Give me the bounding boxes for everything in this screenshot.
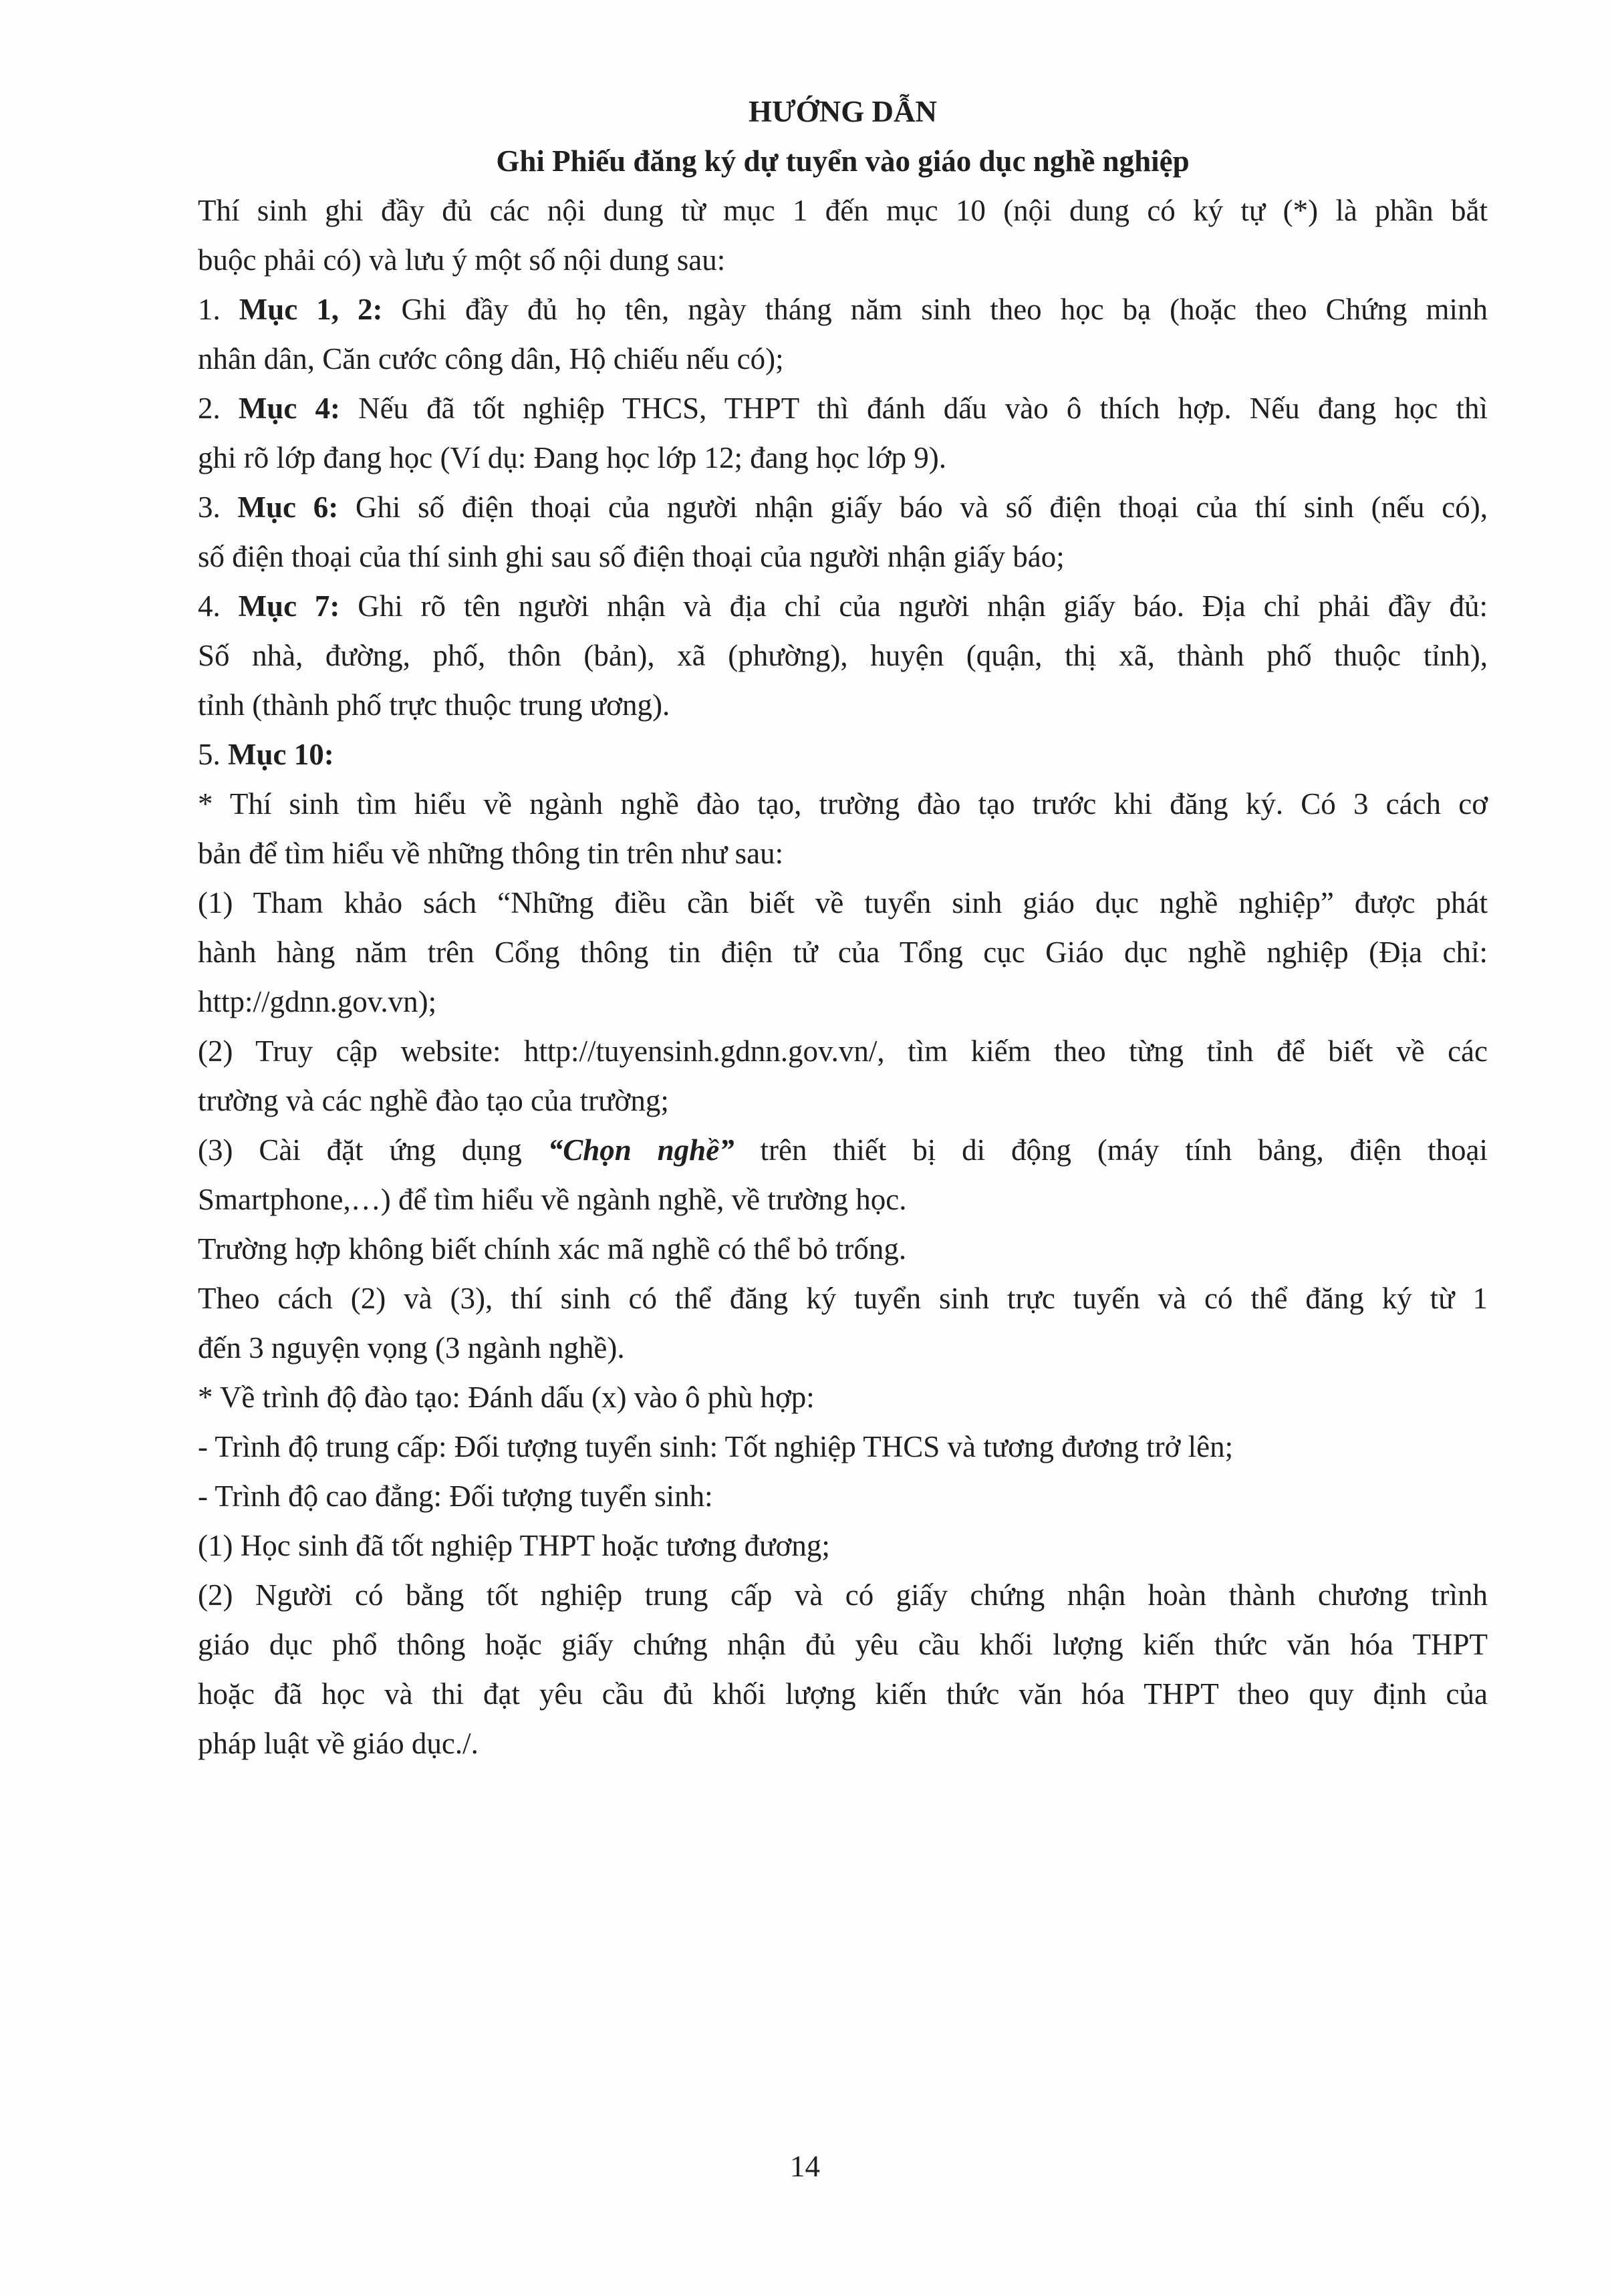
text-line: (1) Tham khảo sách “Những điều cần biết về tuyển sinh giáo dục nghề nghiệp” được phát: [198, 886, 1488, 919]
text-line: trường và các nghề đào tạo của trường;: [198, 1084, 669, 1117]
text-line: Smartphone,…) để tìm hiểu về ngành nghề, về trường học.: [198, 1183, 907, 1216]
text-line-item-5: [198, 730, 1488, 779]
item-number: 1.: [198, 293, 239, 326]
text-line-item-2: [198, 384, 1488, 433]
text-line: hoặc đã học và thi đạt yêu cầu đủ khối lượng kiến thức văn hóa THPT theo quy định của: [198, 1677, 1488, 1711]
document-body: [198, 87, 1488, 1768]
text-line: đến 3 nguyện vọng (3 ngành nghề).: [198, 1331, 625, 1365]
text-line: nhân dân, Căn cước công dân, Hộ chiếu nếu có);: [198, 342, 784, 376]
text-line: Thí sinh ghi đầy đủ các nội dung từ mục 1 đến mục 10 (nội dung có ký tự (*) là phần bắt: [198, 194, 1488, 227]
text-line-app: [198, 1125, 1488, 1175]
item-label: Mục 6:: [237, 490, 339, 524]
text-line: hành hàng năm trên Cổng thông tin điện tử của Tổng cục Giáo dục nghề nghiệp (Địa chỉ:: [198, 936, 1488, 969]
text-line: (1) Học sinh đã tốt nghiệp THPT hoặc tương đương;: [198, 1529, 830, 1562]
text-line: - Trình độ cao đẳng: Đối tượng tuyển sinh:: [198, 1479, 713, 1513]
text-line: giáo dục phổ thông hoặc giấy chứng nhận đủ yêu cầu khối lượng kiến thức văn hóa THPT: [198, 1628, 1488, 1661]
item-label: Mục 4:: [238, 392, 340, 425]
item-number: 3.: [198, 490, 238, 524]
item-text: Ghi đầy đủ họ tên, ngày tháng năm sinh theo học bạ (hoặc theo Chứng minh: [382, 293, 1488, 326]
item-label: Mục 1, 2:: [239, 293, 383, 326]
text-line: (2) Truy cập website: http://tuyensinh.gdnn.gov.vn/, tìm kiếm theo từng tỉnh để biết về các: [198, 1034, 1488, 1068]
item-label: Mục 10:: [228, 738, 334, 771]
document-title: HƯỚNG DẪN: [748, 95, 938, 128]
text-line: tỉnh (thành phố trực thuộc trung ương).: [198, 688, 670, 722]
text-line: bản để tìm hiểu về những thông tin trên như sau:: [198, 837, 784, 870]
text-line: http://gdnn.gov.vn);: [198, 985, 437, 1018]
item-number: 4.: [198, 589, 239, 623]
item-text: Nếu đã tốt nghiệp THCS, THPT thì đánh dấu vào ô thích hợp. Nếu đang học thì: [340, 392, 1488, 425]
text-line: buộc phải có) và lưu ý một số nội dung sau:: [198, 243, 726, 277]
page-number: 14: [790, 2150, 820, 2183]
text-line: - Trình độ trung cấp: Đối tượng tuyển sinh: Tốt nghiệp THCS và tương đương trở lên;: [198, 1430, 1234, 1463]
app-line-suffix: trên thiết bị di động (máy tính bảng, điện thoại: [734, 1133, 1488, 1167]
text-line: Theo cách (2) và (3), thí sinh có thể đăng ký tuyển sinh trực tuyến và có thể đăng ký từ 1: [198, 1282, 1488, 1315]
text-line: Trường hợp không biết chính xác mã nghề có thể bỏ trống.: [198, 1232, 907, 1266]
app-line-prefix: (3) Cài đặt ứng dụng: [198, 1133, 548, 1167]
text-line: (2) Người có bằng tốt nghiệp trung cấp và có giấy chứng nhận hoàn thành chương trình: [198, 1578, 1488, 1612]
item-number: 5.: [198, 738, 228, 771]
text-line: * Thí sinh tìm hiểu về ngành nghề đào tạo, trường đào tạo trước khi đăng ký. Có 3 cách cơ: [198, 787, 1488, 821]
item-text: Ghi số điện thoại của người nhận giấy báo và số điện thoại của thí sinh (nếu có),: [338, 490, 1488, 524]
text-line: * Về trình độ đào tạo: Đánh dấu (x) vào ô phù hợp:: [198, 1381, 815, 1414]
item-text: Ghi rõ tên người nhận và địa chỉ của người nhận giấy báo. Địa chỉ phải đầy đủ:: [340, 589, 1488, 623]
text-line-item-1: [198, 285, 1488, 334]
text-line-item-3: [198, 482, 1488, 532]
text-line: ghi rõ lớp đang học (Ví dụ: Đang học lớp 12; đang học lớp 9).: [198, 441, 946, 474]
item-number: 2.: [198, 392, 239, 425]
text-line: Số nhà, đường, phố, thôn (bản), xã (phường), huyện (quận, thị xã, thành phố thuộc tỉnh),: [198, 639, 1488, 672]
item-label: Mục 7:: [238, 589, 340, 623]
text-line: pháp luật về giáo dục./.: [198, 1727, 479, 1760]
app-name: “Chọn nghề”: [547, 1133, 734, 1167]
text-line: số điện thoại của thí sinh ghi sau số điện thoại của người nhận giấy báo;: [198, 540, 1065, 573]
text-line-item-4: [198, 581, 1488, 631]
document-subtitle: Ghi Phiếu đăng ký dự tuyển vào giáo dục nghề nghiệp: [496, 144, 1190, 178]
